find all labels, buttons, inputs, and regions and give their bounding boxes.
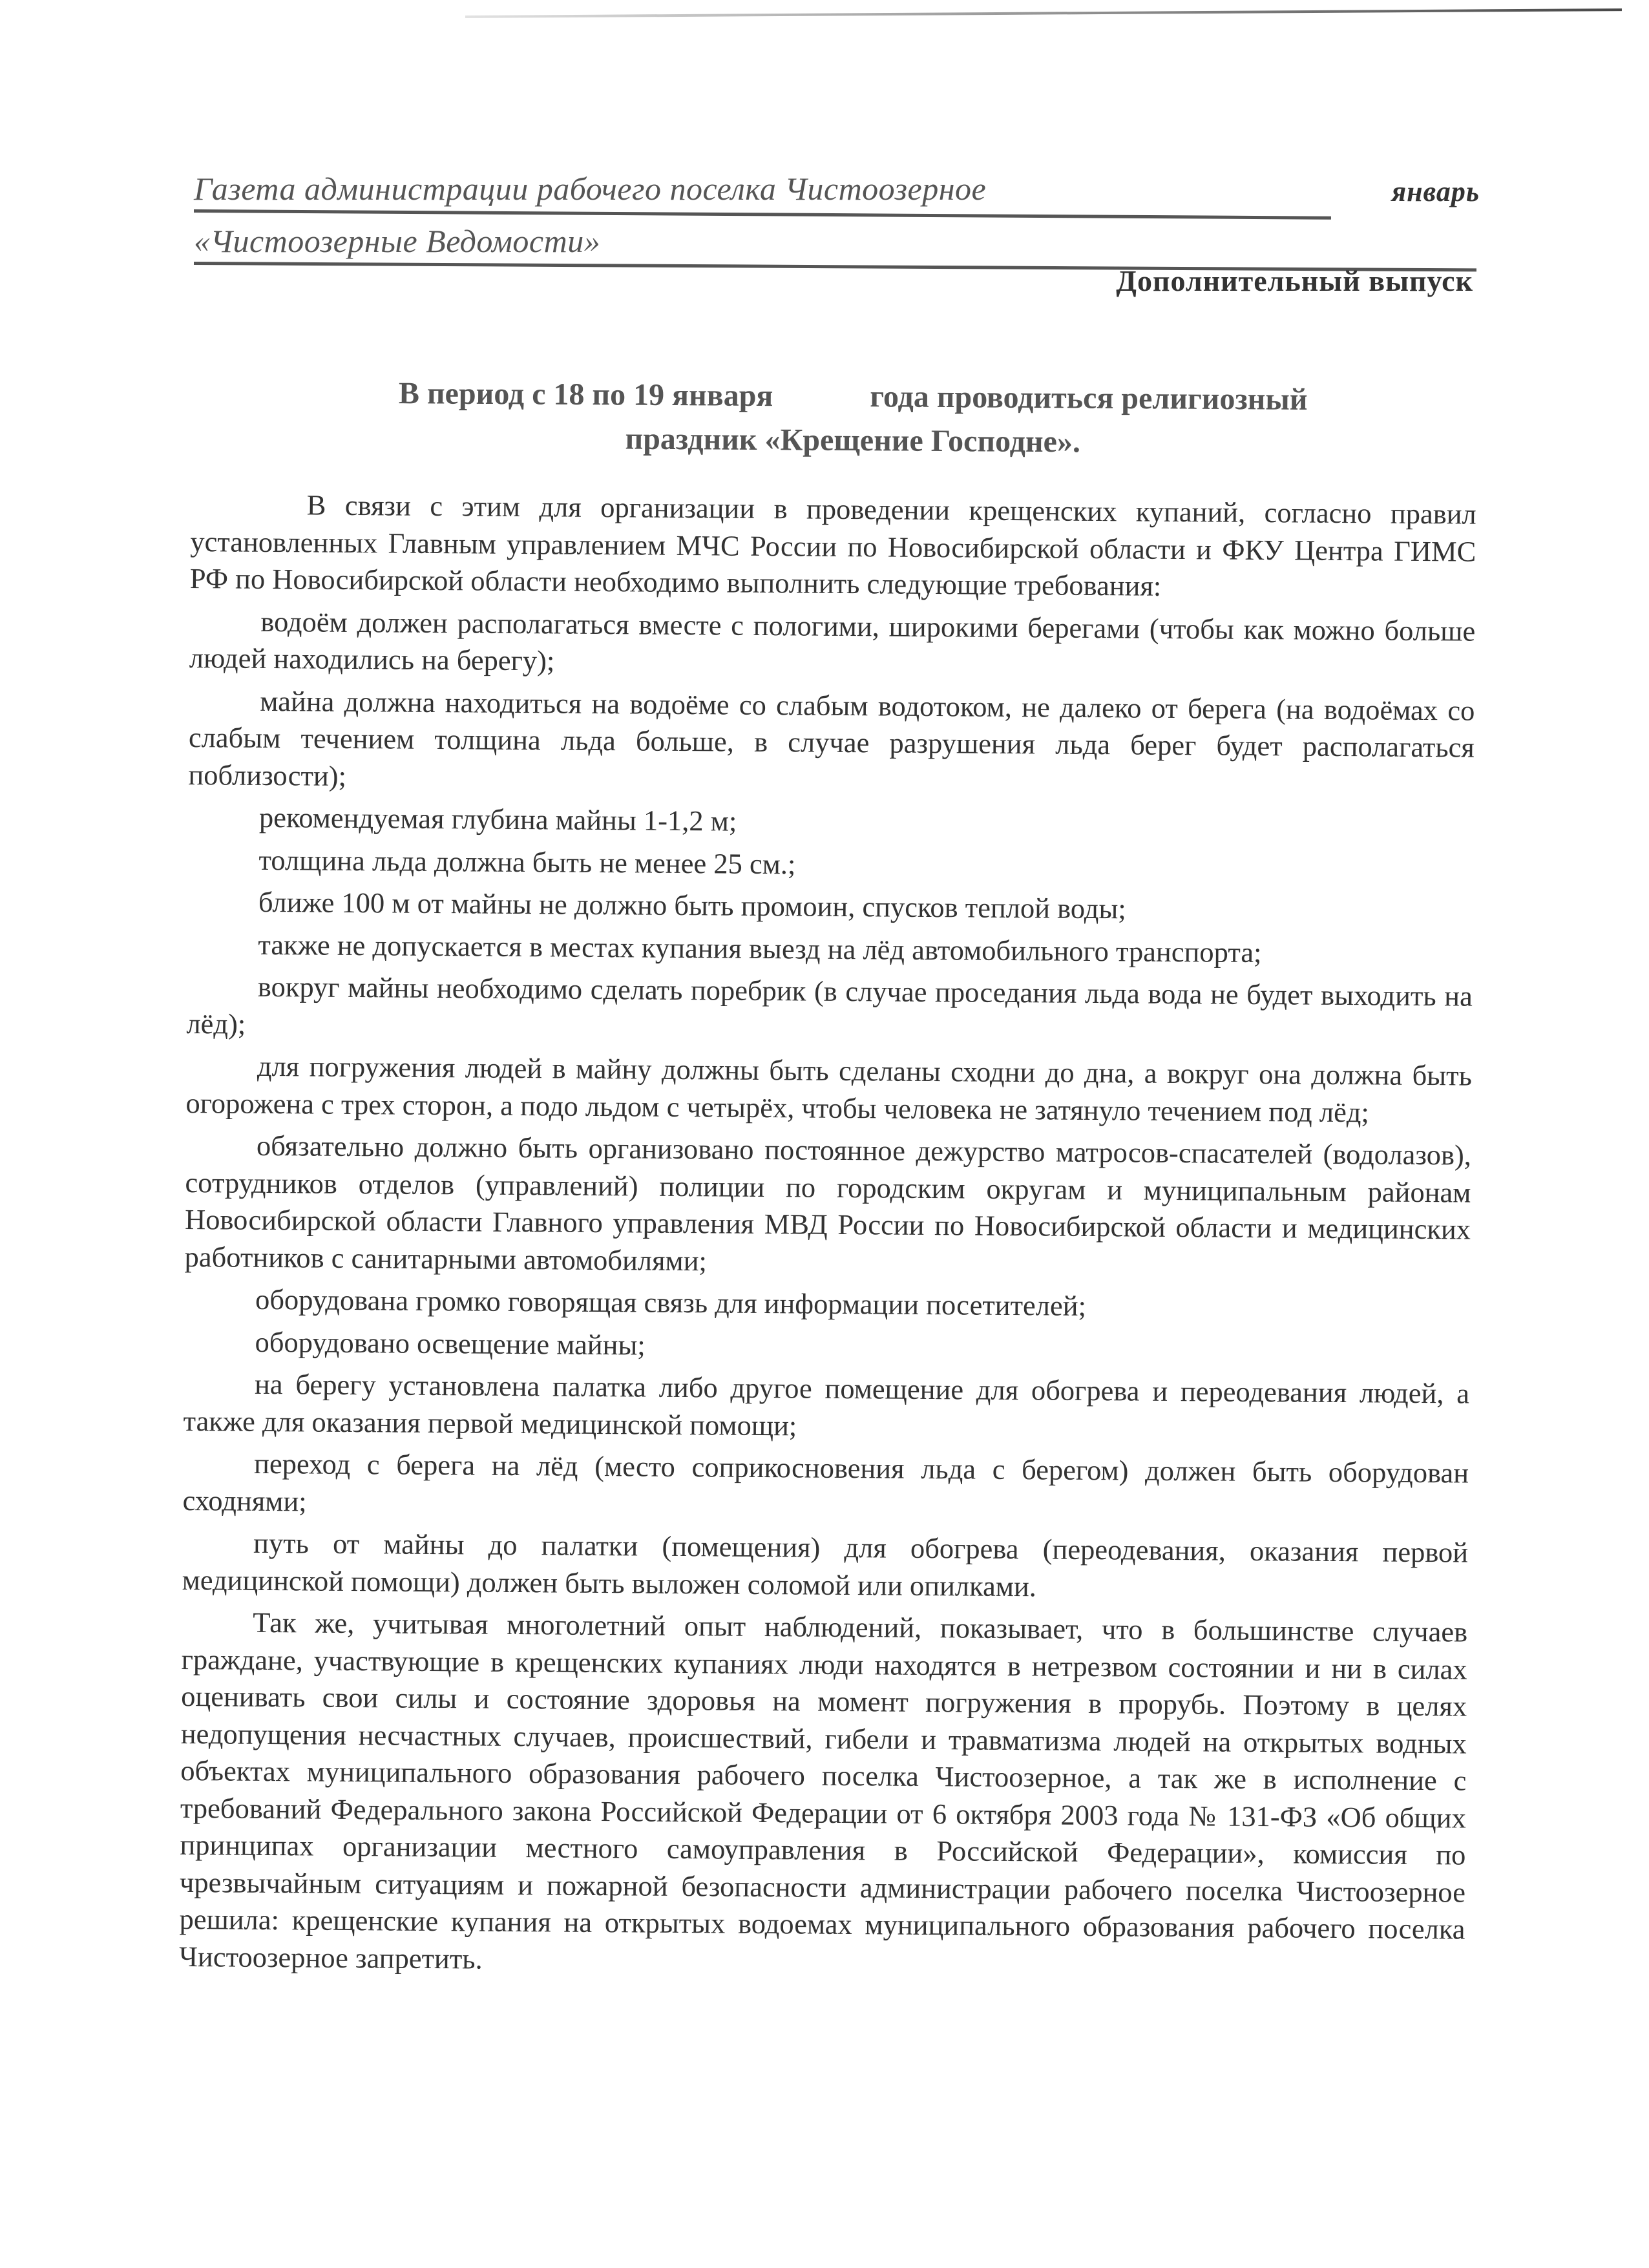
masthead	[194, 169, 1480, 265]
issue-label: Дополнительный выпуск	[1116, 264, 1473, 297]
newspaper-title: «Чистоозерные Ведомости»	[194, 223, 601, 259]
requirement-item: оборудовано освещение майны;	[255, 1325, 646, 1361]
requirement-item: переход с берега на лёд (место соприкосновения льда с берегом) должен быть оборудован сходнями;	[182, 1447, 1469, 1517]
article-body	[179, 486, 1476, 1986]
headline-date: В период с 18 по 19 января	[398, 376, 773, 414]
masthead-row-2	[194, 222, 1480, 260]
masthead-row-1	[194, 169, 1480, 208]
scan-edge-line	[465, 8, 1622, 18]
requirement-item: оборудована громко говорящая связь для информации посетителей;	[255, 1283, 1087, 1322]
requirement-item: рекомендуемая глубина майны 1-1,2 м;	[258, 801, 737, 837]
headline-line-1	[284, 371, 1422, 423]
headline-line-2: праздник «Крещение Господне».	[625, 421, 1081, 459]
requirement-item: на берегу установлена палатка либо другое помещение для обогрева и переодевания людей, а также для оказания первой медицинской помощи;	[183, 1367, 1470, 1442]
headline	[284, 371, 1422, 467]
requirement-item: ближе 100 м от майны не должно быть промоин, спусков теплой воды;	[258, 885, 1126, 925]
intro-paragraph: В связи с этим для организации в проведении крещенских купаний, согласно правил установленных Главным управлением МЧС России по Новосибирской области и ФКУ Центра ГИМС РФ по Новосибирской области необходимо выполнить следующие требования:	[189, 488, 1476, 602]
newspaper-publisher: Газета администрации рабочего поселка Чистоозерное	[194, 171, 987, 207]
masthead-rule	[194, 209, 1331, 220]
requirement-item: путь от майны до палатки (помещения) для обогрева (переодевания, оказания первой медицинской помощи) должен быть выложен соломой или опилками.	[182, 1526, 1469, 1602]
requirement-item: вокруг майны необходимо сделать поребрик (в случае проседания льда вода не будет выходить на лёд);	[186, 970, 1473, 1040]
requirement-item: обязательно должно быть организовано постоянное дежурство матросов-спасателей (водолазов), сотрудников отделов (управлений) полиции по городским округам и муниципальным районам Новосибирской области Главного управления МВД России по Новосибирской области и медицинских работников с санитарными автомобилями;	[184, 1129, 1472, 1277]
requirement-item: также не допускается в местах купания выезд на лёд автомобильного транспорта;	[258, 928, 1262, 969]
requirement-item: толщина льда должна быть не менее 25 см.;	[258, 843, 796, 880]
conclusion-paragraph: Так же, учитывая многолетний опыт наблюдений, показывает, что в большинстве случаев граждане, участвующие в крещенских купаниях люди находятся в нетрезвом состоянии и ни в силах оценивать свои силы и состояние здоровья на момент погружения в прорубь. Поэтому в целях недопущения несчастных случаев, происшествий, гибели и травматизма людей на открытых водных объектах муниципального образования рабочего поселка Чистоозерное, а так же в исполнение с требований Федерального закона Российской Федерации от 6 октября 2003 года № 131-ФЗ «Об общих принципах организации местного самоуправления в Российской Федерации», комиссия по чрезвычайным ситуациям и пожарной безопасности администрации рабочего поселка Чистоозерное решила: крещенские купания на открытых водоемах муниципального образования рабочего поселка Чистоозерное запретить.	[178, 1606, 1468, 1975]
issue-month: январь	[1391, 176, 1480, 207]
requirement-item: водоём должен располагаться вместе с пологими, широкими берегами (чтобы как можно больше людей находились на берегу);	[189, 605, 1476, 677]
headline-event: года проводиться религиозный	[870, 379, 1308, 417]
requirement-item: майна должна находиться на водоёме со слабым водотоком, не далеко от берега (на водоёмах со слабым течением толщина льда больше, в случае разрушения льда берег будет располагаться поблизости);	[188, 684, 1475, 792]
requirement-item: для погружения людей в майну должны быть сделаны сходни до дна, а вокруг она должна быть огорожена с трех сторон, а подо льдом с четырёх, чтобы человека не затянуло течением под лёд;	[185, 1049, 1473, 1128]
requirements-list	[182, 602, 1475, 1608]
